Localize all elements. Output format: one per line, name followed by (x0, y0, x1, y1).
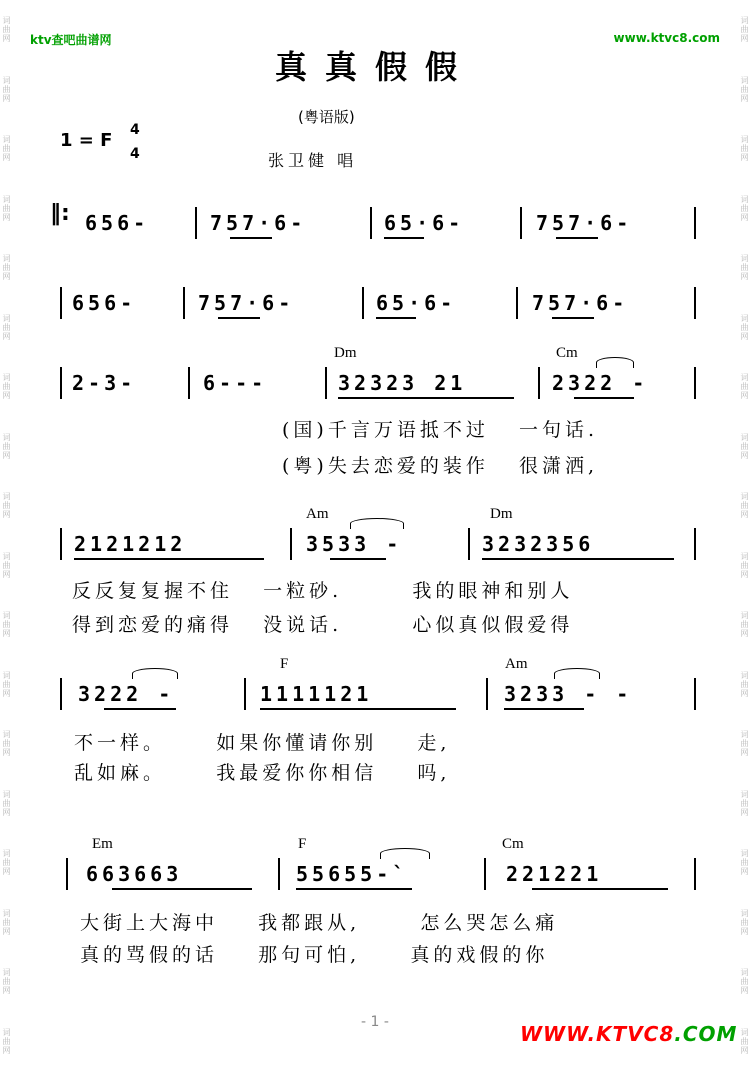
left-watermark-strip: 词曲网 词曲网 词曲网 词曲网 词曲网 词曲网 词曲网 词曲网 词曲网 词曲网 词曲网 词曲网 词曲网 词曲网 词曲网 词曲网 词曲网 词曲网 (2, 16, 11, 1055)
measure: 32323 21 (338, 371, 467, 395)
bar-line (244, 678, 246, 710)
bar-line (325, 367, 327, 399)
underline (104, 708, 176, 710)
chord-label: Cm (556, 345, 578, 361)
underline (552, 317, 594, 319)
underline (74, 558, 264, 560)
bar-line (60, 287, 62, 319)
lyric-line-mandarin: 大街上大海中 我都跟从, 怎么哭怎么痛 (80, 912, 559, 934)
underline (482, 558, 674, 560)
measure: 663663 (86, 862, 183, 886)
measure: 1111121 (260, 682, 373, 706)
bar-line (520, 207, 522, 239)
tie-mark (350, 518, 404, 529)
key-signature: 1 = F (60, 130, 113, 151)
bar-line (60, 678, 62, 710)
lyric-line-mandarin: 反反复复握不住 一粒砂. 我的眼神和别人 (72, 580, 574, 602)
underline (556, 237, 598, 239)
tie-mark (380, 848, 430, 859)
measure: 757·6- (210, 211, 307, 235)
site-name-left: ktv查吧曲谱网 (30, 33, 112, 47)
measure: 2-3- (72, 371, 137, 395)
bar-line (362, 287, 364, 319)
bar-line (183, 287, 185, 319)
measure: 3222 - (78, 682, 175, 706)
underline (504, 708, 584, 710)
chord-label: Am (505, 656, 528, 672)
bar-line (60, 528, 62, 560)
version-label: (粤语版) (298, 108, 355, 126)
bar-line (694, 207, 696, 239)
measure: 3533 - (306, 532, 403, 556)
measure: 757·6- (532, 291, 629, 315)
measure: 3233 - - (504, 682, 633, 706)
lyric-line-mandarin: 不一样。 如果你懂请你别 走, (74, 732, 451, 754)
time-sig-bottom: 4 (130, 146, 140, 162)
bar-line (66, 858, 68, 890)
brand-prefix: WWW. (520, 1022, 597, 1046)
tie-mark (596, 357, 634, 368)
song-title: 真真假假 (274, 48, 475, 86)
bar-line (486, 678, 488, 710)
measure: 656- (72, 291, 137, 315)
measure: 2121212 (74, 532, 187, 556)
lyric-line-mandarin: (国)千言万语抵不过 一句话. (282, 419, 598, 441)
chord-label: Am (306, 506, 329, 522)
lyric-line-cantonese: 乱如麻。 我最爱你你相信 吗, (74, 762, 451, 784)
underline (574, 397, 634, 399)
chord-label: Dm (334, 345, 357, 361)
chord-label: Dm (490, 506, 513, 522)
bar-line (468, 528, 470, 560)
underline (330, 558, 386, 560)
bar-line (694, 678, 696, 710)
tie-mark (132, 668, 178, 679)
chord-label: Cm (502, 836, 524, 852)
right-watermark-strip: 词曲网 词曲网 词曲网 词曲网 词曲网 词曲网 词曲网 词曲网 词曲网 词曲网 词曲网 词曲网 词曲网 词曲网 词曲网 词曲网 词曲网 词曲网 (740, 16, 749, 1055)
measure: 757·6- (198, 291, 295, 315)
measure: 221221 (506, 862, 603, 886)
bar-line (694, 287, 696, 319)
brand-suffix: .COM (674, 1022, 738, 1046)
bar-line (694, 528, 696, 560)
chord-label: F (298, 836, 307, 852)
underline (230, 237, 272, 239)
underline (296, 888, 412, 890)
measure: 757·6- (536, 211, 633, 235)
bar-line (278, 858, 280, 890)
lyric-line-cantonese: 真的骂假的话 那句可怕, 真的戏假的你 (80, 944, 549, 966)
bar-line (516, 287, 518, 319)
underline (112, 888, 252, 890)
underline (384, 237, 424, 239)
bar-line (188, 367, 190, 399)
brand-watermark (520, 1022, 737, 1046)
measure: 55655-` (296, 862, 409, 886)
measure: 65·6- (384, 211, 465, 235)
site-url-right: www.ktvc8.com (613, 31, 720, 45)
lyric-line-cantonese: 得到恋爱的痛得 没说话. 心似真似假爱得 (72, 614, 574, 636)
underline (532, 888, 668, 890)
time-sig-top: 4 (130, 122, 140, 138)
repeat-sign: ‖: (50, 201, 70, 226)
bar-line (60, 367, 62, 399)
underline (218, 317, 260, 319)
underline (260, 708, 456, 710)
underline (338, 397, 514, 399)
bar-line (484, 858, 486, 890)
bar-line (195, 207, 197, 239)
chord-label: Em (92, 836, 113, 852)
bar-line (694, 858, 696, 890)
chord-label: F (280, 656, 289, 672)
tie-mark (554, 668, 600, 679)
underline (376, 317, 416, 319)
measure: 2322 - (552, 371, 649, 395)
lyric-line-cantonese: (粤)失去恋爱的装作 很潇洒, (282, 455, 598, 477)
bar-line (538, 367, 540, 399)
measure: 656- (85, 211, 150, 235)
time-signature (130, 118, 140, 166)
bar-line (290, 528, 292, 560)
bar-line (370, 207, 372, 239)
measure: 3232356 (482, 532, 595, 556)
singer-credit: 张卫健 唱 (268, 151, 358, 170)
measure: 65·6- (376, 291, 457, 315)
page-number: - 1 - (361, 1014, 389, 1030)
bar-line (694, 367, 696, 399)
brand-name: KTVC8 (596, 1022, 675, 1046)
measure: 6--- (203, 371, 268, 395)
